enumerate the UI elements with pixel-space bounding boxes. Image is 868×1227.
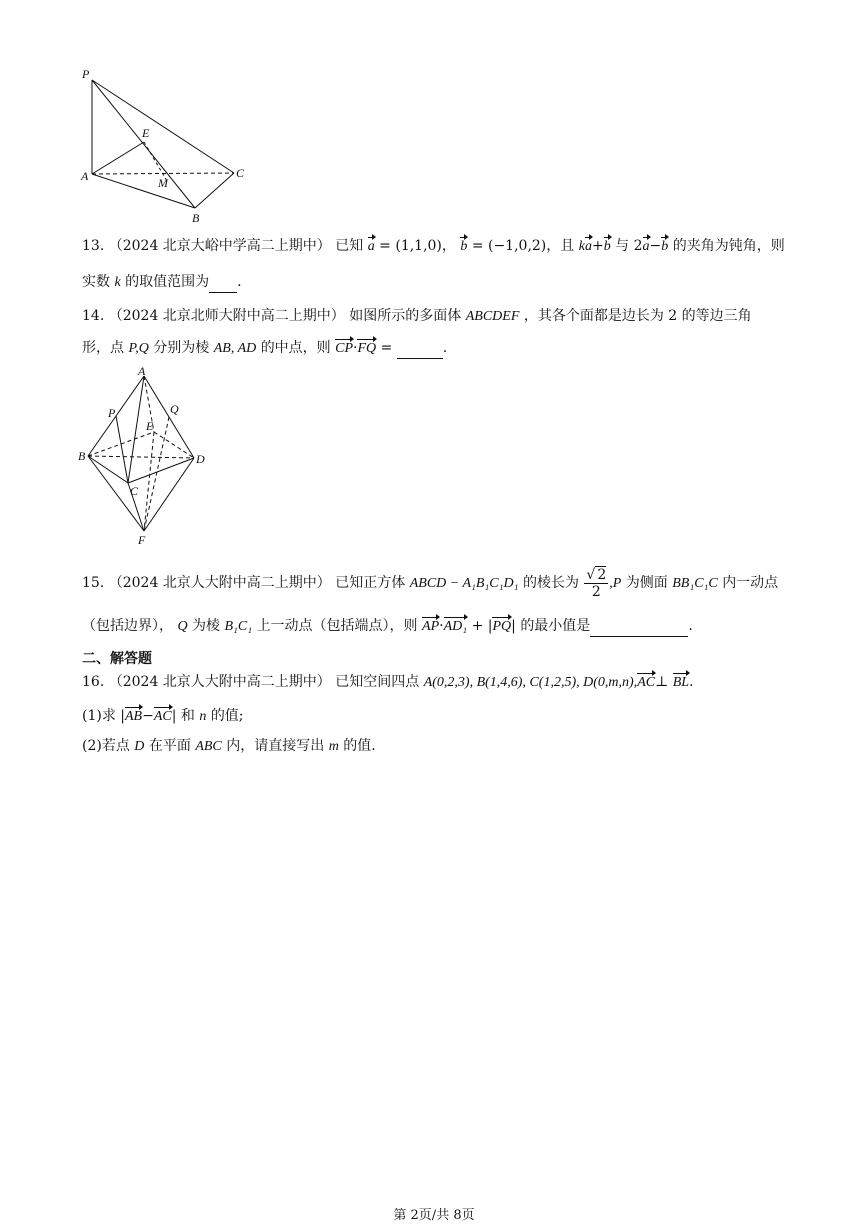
label-C: C [130,484,139,498]
edge-PC [92,80,234,173]
vector-a: a [368,237,375,257]
q13-number: 13. [82,238,105,254]
vector-AC: AC [637,673,655,693]
q13-answer-blank[interactable] [209,278,237,293]
figure-octahedron [76,364,216,550]
vector-b: b [460,237,467,257]
q16-sub2: (2)若点 D 在平面 ABC 内，请直接写出 m 的值. [82,738,376,754]
segment-AE [92,142,144,174]
q13-line2: 实数 k 的取值范围为 . [82,272,242,293]
q15-line1: 15. （2024 北京人大附中高二上期中） 已知正方体 ABCD − A₁B₁C₁D₁ 的棱长为 $\frac{√ 2}{2}$ ,P 为侧面 BB₁C₁C 内一动点 [82,567,779,600]
section-title-answer-questions: 二、解答题 [82,651,152,667]
q15-line2: （包括边界）， Q 为棱 B₁C₁ 上一动点（包括端点），则 AP·AD₁ + |PQ| 的最小值是 . [82,616,693,637]
figure-pyramid [78,66,258,228]
edge-EF-dashed [144,432,154,531]
vector-AD1: AD₁ [444,617,468,637]
q13-source: （2024 北京大峪中学高二上期中） [108,238,331,254]
q14-line2: 形，点 P,Q 分别为棱 AB, AD 的中点，则 CP·FQ = . [82,338,447,359]
diagonal-BD-dashed [88,456,194,458]
q15-source: （2024 北京人大附中高二上期中） [108,575,331,591]
label-E: E [146,419,154,433]
edge-AB [92,174,195,208]
label-A: A [81,169,89,183]
edge-BC [195,173,234,208]
label-D: D [196,452,205,466]
vector-FQ: FQ [357,339,376,359]
label-B: B [192,211,200,225]
q15-number: 15. [82,575,105,591]
label-Q: Q [170,402,179,416]
label-M: M [158,176,168,190]
q16-sub1: (1)求 |AB−AC| 和 n 的值; [82,706,244,727]
vector-BL: BL [673,673,689,693]
q13-line1: 13. （2024 北京大峪中学高二上期中） 已知 a = (1,1,0)， b = (−1,0,2)，且 ka+b 与 2a−b 的夹角为钝角，则 [82,236,785,257]
edge-ED-dashed [154,432,194,458]
label-C: C [236,166,245,180]
edge-PB [92,80,195,208]
label-P: P [82,67,90,81]
q14-number: 14. [82,308,105,324]
vector-PQ: PQ [492,617,511,637]
edge-BE-dashed [88,432,154,456]
q14-source: （2024 北京北师大附中高二上期中） [108,308,345,324]
label-B: B [78,449,86,463]
label-F: F [138,533,146,547]
q14-answer-blank[interactable] [397,344,443,359]
label-P: P [108,406,116,420]
segment-PC [116,416,128,483]
q14-line1: 14. （2024 北京北师大附中高二上期中） 如图所示的多面体 ABCDEF ，其各个面都是边长为 2 的等边三角 [82,308,752,324]
edge-BC [88,456,128,483]
label-E: E [142,126,150,140]
fraction-sqrt2-over-2: $\frac{√ 2}{2}$ [586,567,607,600]
edge-AC [128,376,144,483]
page-footer: 第 2页/共 8页 [393,1208,475,1223]
label-A: A [138,364,146,378]
q16-source: （2024 北京人大附中高二上期中） [108,674,331,690]
vector-CP: CP [335,339,353,359]
q16-line1: 16. （2024 北京人大附中高二上期中） 已知空间四点 A(0,2,3), B(1,4,6), C(1,2,5), D(0,m,n),AC⊥ BL. [82,672,694,693]
q15-answer-blank[interactable] [590,622,688,637]
vector-AP: AP [422,617,439,637]
edge-CD [128,458,194,483]
vector-AB: AB [125,707,142,727]
q16-number: 16. [82,674,105,690]
